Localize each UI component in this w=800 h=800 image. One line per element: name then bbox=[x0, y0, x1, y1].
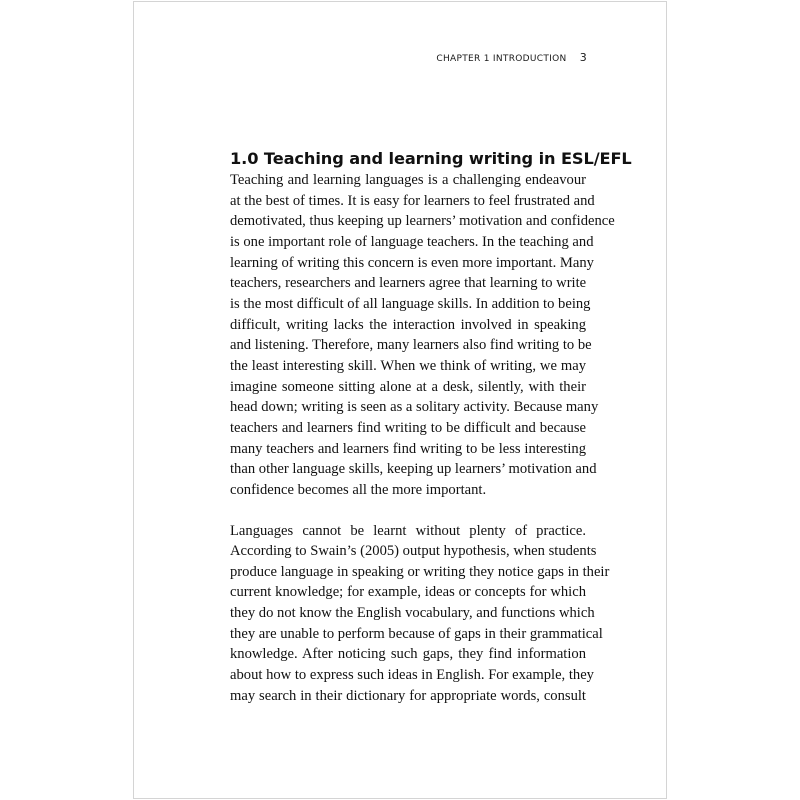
body-text bbox=[230, 148, 632, 706]
paragraph-line: produce language in speaking or writing they notice gaps in their bbox=[230, 563, 610, 580]
paragraph-spacer bbox=[230, 501, 586, 521]
paragraph-line: the least interesting skill. When we think of writing, we may bbox=[230, 357, 586, 374]
paragraph-line: learning of writing this concern is even more important. Many bbox=[230, 254, 594, 271]
book-page bbox=[133, 1, 667, 799]
paragraph-line: head down; writing is seen as a solitary activity. Because many bbox=[230, 399, 599, 416]
page-number: 3 bbox=[579, 51, 587, 64]
paragraph-line: Teaching and learning languages is a challenging endeavour bbox=[230, 172, 586, 188]
paragraph-line: than other language skills, keeping up learners’ motivation and bbox=[230, 461, 597, 478]
paragraph-line: teachers, researchers and learners agree that learning to write bbox=[230, 275, 587, 292]
paragraph-line: they are unable to perform because of gaps in their grammatical bbox=[230, 625, 603, 642]
section-label: INTRODUCTION bbox=[492, 54, 567, 64]
chapter-label: CHAPTER 1 bbox=[436, 54, 490, 64]
paragraph-2 bbox=[230, 521, 610, 707]
paragraph-line: at the best of times. It is easy for learners to feel frustrated and bbox=[230, 192, 595, 209]
paragraph-1 bbox=[230, 170, 615, 501]
paragraph-line: may search in their dictionary for appropriate words, consult bbox=[230, 687, 586, 704]
paragraph-line: teachers and learners find writing to be difficult and because bbox=[230, 419, 586, 436]
paragraph-line: is the most difficult of all language skills. In addition to being bbox=[230, 295, 591, 312]
paragraph-line: current knowledge; for example, ideas or concepts for which bbox=[230, 584, 586, 601]
paragraph-line: confidence becomes all the more important. bbox=[230, 481, 487, 498]
paragraph-line: imagine someone sitting alone at a desk, silently, with their bbox=[230, 378, 586, 395]
paragraph-line: about how to express such ideas in English. For example, they bbox=[230, 667, 594, 684]
paragraph-line: knowledge. After noticing such gaps, they find information bbox=[230, 646, 586, 663]
paragraph-line: they do not know the English vocabulary, and functions which bbox=[230, 605, 595, 622]
paragraph-line: demotivated, thus keeping up learners’ motivation and confidence bbox=[230, 213, 615, 230]
running-head bbox=[436, 51, 587, 64]
paragraph-line: is one important role of language teachers. In the teaching and bbox=[230, 233, 594, 250]
section-heading: 1.0 Teaching and learning writing in ESL/EFL bbox=[230, 149, 632, 168]
paragraph-line: difficult, writing lacks the interaction involved in speaking bbox=[230, 316, 586, 333]
paragraph-line: Languages cannot be learnt without plenty of practice. bbox=[230, 522, 586, 539]
paragraph-line: According to Swain’s (2005) output hypothesis, when students bbox=[230, 543, 597, 560]
paragraph-line: many teachers and learners find writing to be less interesting bbox=[230, 440, 586, 457]
paragraph-line: and listening. Therefore, many learners also find writing to be bbox=[230, 337, 592, 354]
